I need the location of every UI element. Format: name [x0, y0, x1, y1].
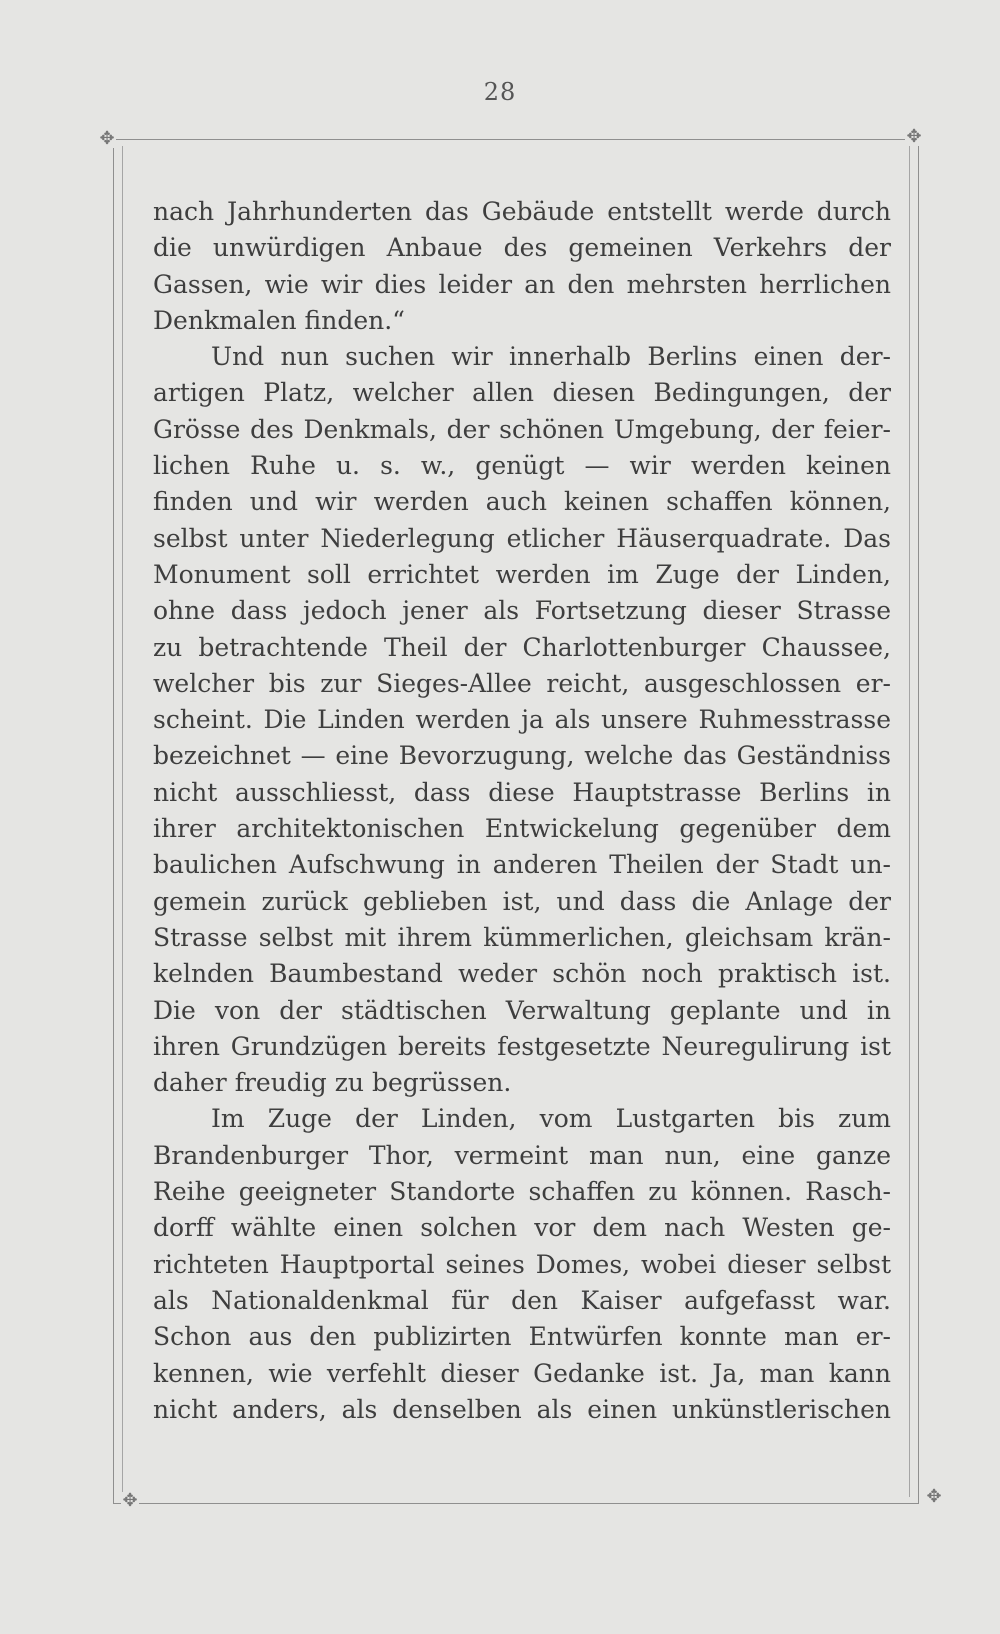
text-line: bezeichnet — eine Bevorzugung, welche das Geständniss — [153, 741, 891, 771]
text-line: Brandenburger Thor, vermeint man nun, eine ganze — [153, 1140, 891, 1170]
corner-ornament-bottom-left: ✥ — [122, 1490, 138, 1511]
text-line: zu betrachtende Theil der Charlottenburger Chaussee, — [153, 632, 891, 662]
text-line: Und nun suchen wir innerhalb Berlins einen der- — [211, 342, 891, 372]
text-line: Gassen, wie wir dies leider an den mehrsten herrlichen — [153, 269, 891, 299]
corner-ornament-top-left: ✥ — [99, 128, 115, 149]
text-line: Monument soll errichtet werden im Zuge der Linden, — [153, 559, 891, 589]
text-line: nach Jahrhunderten das Gebäude entstellt werde durch — [153, 197, 891, 226]
text-line: Im Zuge der Linden, vom Lustgarten bis zum — [211, 1104, 891, 1134]
text-line: gemein zurück geblieben ist, und dass die Anlage der — [153, 886, 891, 916]
text-line: baulichen Aufschwung in anderen Theilen der Stadt un- — [153, 850, 891, 880]
text-line: Schon aus den publizirten Entwürfen konnte man er- — [153, 1322, 891, 1352]
text-line: nicht ausschliesst, dass diese Hauptstrasse Berlins in — [153, 777, 891, 807]
text-line: selbst unter Niederlegung etlicher Häuserquadrate. Das — [153, 523, 891, 553]
text-line: lichen Ruhe u. s. w., genügt — wir werden keinen — [153, 451, 891, 481]
text-line: kelnden Baumbestand weder schön noch praktisch ist. — [153, 959, 891, 989]
text-line: Die von der städtischen Verwaltung geplante und in — [153, 995, 891, 1025]
text-line: finden und wir werden auch keinen schaffen können, — [153, 487, 891, 517]
page-number: 28 — [483, 78, 517, 106]
text-line: Strasse selbst mit ihrem kümmerlichen, gleichsam krän- — [153, 922, 891, 952]
text-line: scheint. Die Linden werden ja als unsere Ruhmesstrasse — [153, 705, 891, 735]
text-line: Reihe geeigneter Standorte schaffen zu können. Rasch- — [153, 1177, 891, 1207]
text-line: Grösse des Denkmals, der schönen Umgebung, der feier- — [153, 414, 891, 444]
text-line: welcher bis zur Sieges-Allee reicht, ausgeschlossen er- — [153, 668, 891, 698]
text-line: kennen, wie verfehlt dieser Gedanke ist. Ja, man kann — [153, 1358, 891, 1388]
text-line: daher freudig zu begrüssen. — [153, 1068, 512, 1098]
text-line: Denkmalen finden.“ — [153, 305, 405, 335]
body-text — [153, 194, 891, 1444]
corner-ornament-bottom-right: ✥ — [926, 1486, 942, 1507]
corner-ornament-top-right: ✥ — [906, 126, 922, 147]
text-line: richteten Hauptportal seines Domes, wobei dieser selbst — [153, 1249, 891, 1279]
text-line: ihren Grundzügen bereits festgesetzte Neuregulirung ist — [153, 1031, 891, 1061]
text-line: dorff wählte einen solchen vor dem nach Westen ge- — [153, 1213, 891, 1243]
text-line: die unwürdigen Anbaue des gemeinen Verkehrs der — [153, 233, 891, 263]
text-line: ohne dass jedoch jener als Fortsetzung dieser Strasse — [153, 596, 891, 626]
text-line: als Nationaldenkmal für den Kaiser aufgefasst war. — [153, 1285, 891, 1315]
text-line: nicht anders, als denselben als einen unkünstlerischen — [153, 1394, 891, 1424]
text-line: ihrer architektonischen Entwickelung gegenüber dem — [153, 814, 891, 844]
text-line: artigen Platz, welcher allen diesen Bedingungen, der — [153, 378, 891, 408]
